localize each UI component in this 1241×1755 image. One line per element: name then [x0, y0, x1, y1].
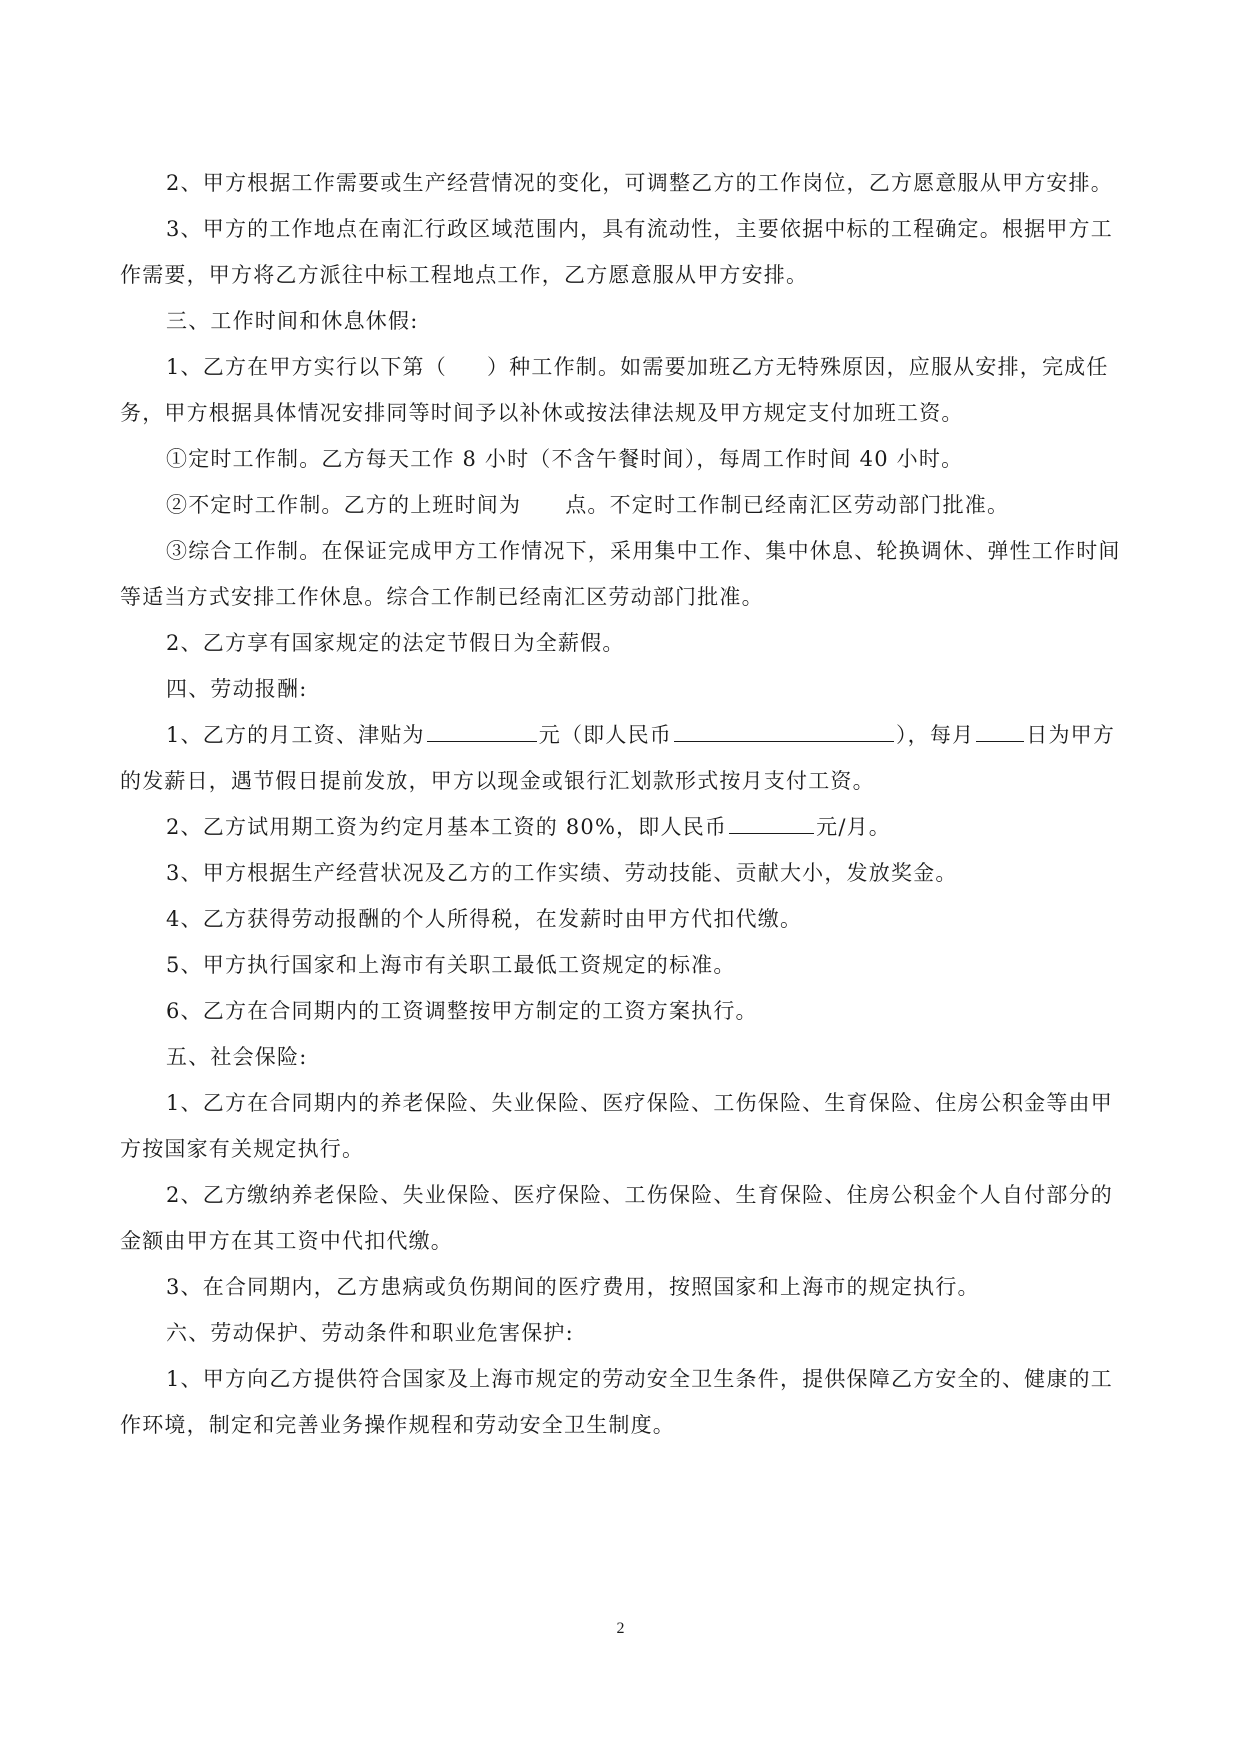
heading-remuneration: 四、劳动报酬:	[166, 677, 308, 701]
flexible-hours-text-1: ②不定时工作制。乙方的上班时间为	[166, 493, 522, 517]
payday-blank	[976, 719, 1024, 742]
paragraph-job-adjustment: 2、甲方根据工作需要或生产经营情况的变化，可调整乙方的工作岗位，乙方愿意服从甲方安排。	[166, 171, 1113, 195]
paragraph-holidays: 2、乙方享有国家规定的法定节假日为全薪假。	[166, 631, 625, 655]
paragraph-medical-expenses: 3、在合同期内，乙方患病或负伤期间的医疗费用，按照国家和上海市的规定执行。	[166, 1275, 980, 1299]
paragraph-monthly-salary	[120, 712, 1121, 804]
paragraph-insurance-deduction: 2、乙方缴纳养老保险、失业保险、医疗保险、工伤保险、生育保险、住房公积金个人自付部分的金额由甲方在其工资中代扣代缴。	[120, 1183, 1113, 1253]
heading-labor-protection: 六、劳动保护、劳动条件和职业危害保护:	[166, 1321, 574, 1345]
paragraph-comprehensive-hours: ③综合工作制。在保证完成甲方工作情况下，采用集中工作、集中休息、轮换调休、弹性工作时间等适当方式安排工作休息。综合工作制已经南汇区劳动部门批准。	[120, 539, 1121, 609]
paragraph-probation-salary	[120, 804, 1121, 850]
paragraph-insurance-coverage: 1、乙方在合同期内的养老保险、失业保险、医疗保险、工伤保险、生育保险、住房公积金等由甲方按国家有关规定执行。	[120, 1091, 1113, 1161]
salary-text-3: ），每月	[895, 723, 975, 747]
work-system-text-2: ）种工作制。如需要加班乙方无特殊原因，应服从安排，完成任务，甲方根据具体情况安排同等时间予以补休或按法律法规及甲方规定支付加班工资。	[120, 355, 1109, 425]
paragraph-flexible-hours	[120, 482, 1121, 528]
paragraph-bonus: 3、甲方根据生产经营状况及乙方的工作实绩、劳动技能、贡献大小，发放奖金。	[166, 861, 958, 885]
paragraph-fixed-hours: ①定时工作制。乙方每天工作 8 小时（不含午餐时间），每周工作时间 40 小时。	[166, 447, 964, 471]
probation-amount-blank	[729, 811, 814, 834]
paragraph-work-location: 3、甲方的工作地点在南汇行政区域范围内，具有流动性，主要依据中标的工程确定。根据甲方工作需要，甲方将乙方派往中标工程地点工作，乙方愿意服从甲方安排。	[120, 217, 1113, 287]
paragraph-work-system	[120, 344, 1121, 436]
paragraph-safety-conditions: 1、甲方向乙方提供符合国家及上海市规定的劳动安全卫生条件，提供保障乙方安全的、健康的工作环境，制定和完善业务操作规程和劳动安全卫生制度。	[120, 1367, 1113, 1437]
paragraph-minimum-wage: 5、甲方执行国家和上海市有关职工最低工资规定的标准。	[166, 953, 736, 977]
salary-amount-blank	[427, 719, 537, 742]
salary-text-1: 1、乙方的月工资、津贴为	[166, 723, 425, 747]
document-body	[120, 160, 1121, 1448]
paragraph-salary-adjustment: 6、乙方在合同期内的工资调整按甲方制定的工资方案执行。	[166, 999, 758, 1023]
probation-text-2: 元/月。	[816, 815, 891, 839]
salary-rmb-blank	[674, 719, 894, 742]
page-number: 2	[616, 1620, 625, 1637]
salary-text-4: 日为甲方的发薪日，遇节假日提前发放，甲方以现金或银行汇划款形式按月支付工资。	[120, 723, 1116, 793]
work-system-text-1: 1、乙方在甲方实行以下第（	[166, 355, 447, 379]
flexible-hours-text-2: 点。不定时工作制已经南汇区劳动部门批准。	[565, 493, 1010, 517]
heading-work-time: 三、工作时间和休息休假:	[166, 309, 419, 333]
heading-social-insurance: 五、社会保险:	[166, 1045, 308, 1069]
probation-text-1: 2、乙方试用期工资为约定月基本工资的 80%，即人民币	[166, 815, 728, 839]
salary-text-2: 元（即人民币	[538, 723, 672, 747]
paragraph-income-tax: 4、乙方获得劳动报酬的个人所得税，在发薪时由甲方代扣代缴。	[166, 907, 803, 931]
